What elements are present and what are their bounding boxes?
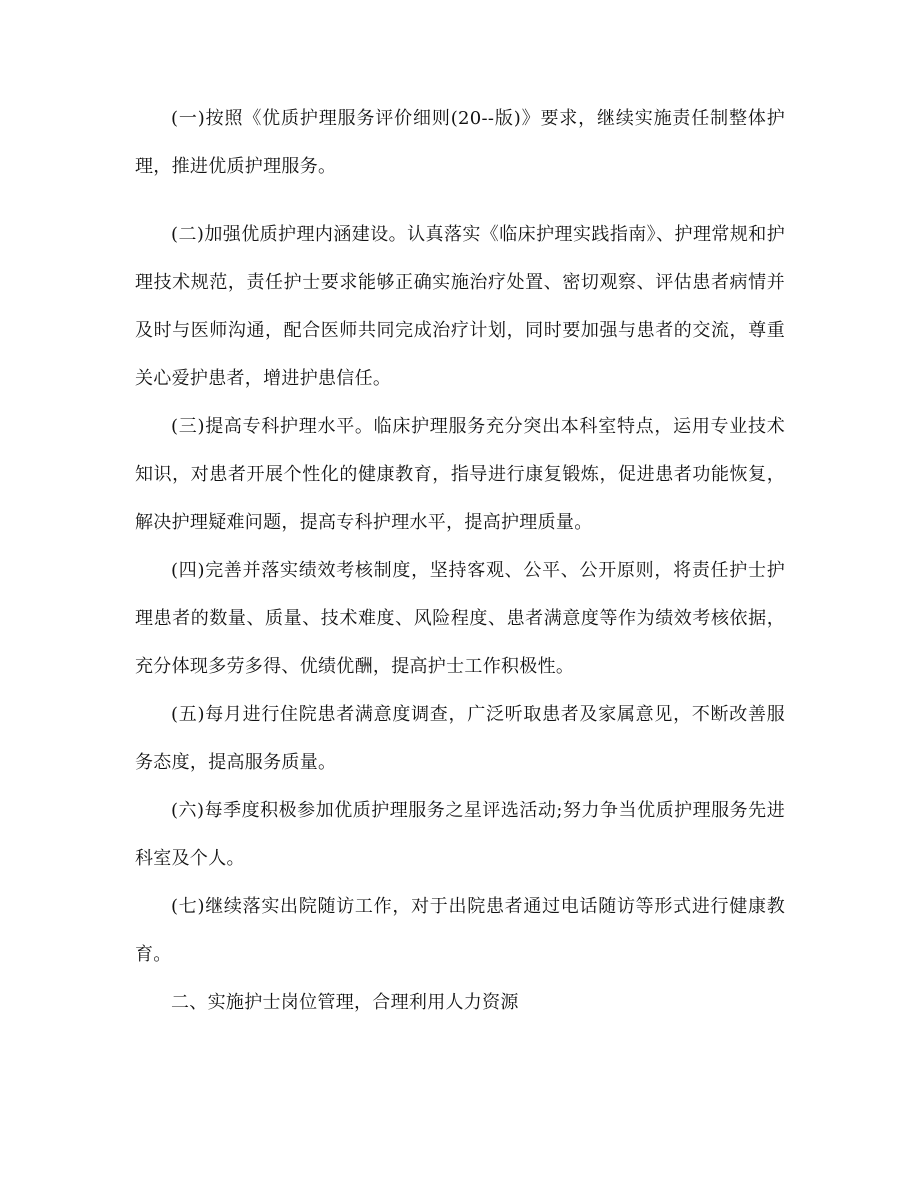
paragraph-item-7: (七)继续落实出院随访工作，对于出院患者通过电话随访等形式进行健康教育。: [135, 896, 785, 965]
paragraph-item-2: (二)加强优质护理内涵建设。认真落实《临床护理实践指南》、护理常规和护理技术规范，责任护士要求能够正确实施治疗处置、密切观察、评估患者病情并及时与医师沟通，配合医师共同完成治疗计划，同时要加强与患者的交流，尊重关心爱护患者，增进护患信任。: [135, 224, 785, 389]
paragraph-item-5: (五)每月进行住院患者满意度调查，广泛听取患者及家属意见，不断改善服务态度，提高服务质量。: [135, 704, 785, 773]
paragraph-item-1: (一)按照《优质护理服务评价细则(20--版)》要求，继续实施责任制整体护理，推进优质护理服务。: [135, 108, 785, 177]
paragraph-item-4: (四)完善并落实绩效考核制度，坚持客观、公平、公开原则，将责任护士护理患者的数量、质量、技术难度、风险程度、患者满意度等作为绩效考核依据，充分体现多劳多得、优绩优酬，提高护士工作积极性。: [135, 560, 785, 677]
section-heading-2: 二、实施护士岗位管理，合理利用人力资源: [171, 992, 519, 1013]
paragraph-item-6: (六)每季度积极参加优质护理服务之星评选活动;努力争当优质护理服务先进科室及个人。: [135, 800, 785, 869]
paragraph-item-3: (三)提高专科护理水平。临床护理服务充分突出本科室特点，运用专业技术知识，对患者开展个性化的健康教育，指导进行康复锻炼，促进患者功能恢复，解决护理疑难问题，提高专科护理水平，提高护理质量。: [135, 416, 785, 533]
